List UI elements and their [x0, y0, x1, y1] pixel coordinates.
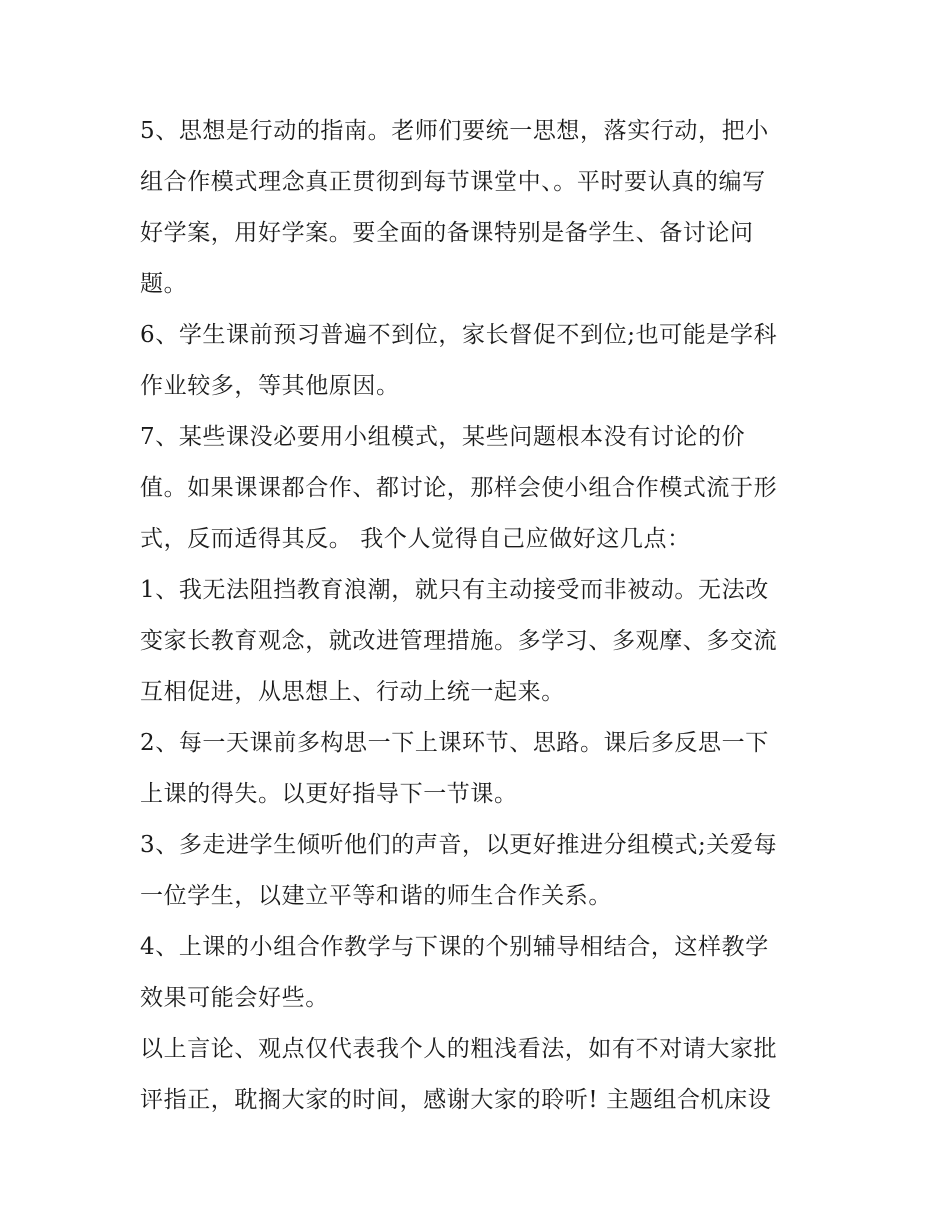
text-line: 一位学生，以建立平等和谐的师生合作关系。: [140, 883, 612, 909]
text-line: 题。: [140, 271, 188, 297]
text-line: 式，反而适得其反。 我个人觉得自己应做好这几点：: [140, 526, 691, 552]
text-line: 评指正，耽搁大家的时间，感谢大家的聆听! 主题组合机床设: [140, 1087, 772, 1113]
text-line: 组合作模式理念真正贯彻到每节课堂中、。平时要认真的编写: [140, 169, 766, 195]
text-line: 好学案，用好学案。要全面的备课特别是备学生、备讨论问: [140, 220, 754, 246]
text-line: 6、学生课前预习普遍不到位，家长督促不到位;也可能是学科: [140, 322, 778, 348]
text-line: 1、我无法阻挡教育浪潮，就只有主动接受而非被动。无法改: [140, 577, 769, 603]
document-body: [140, 106, 830, 1126]
text-line: 3、多走进学生倾听他们的声音，以更好推进分组模式;关爱每: [140, 832, 778, 858]
text-line: 效果可能会好些。: [140, 985, 329, 1011]
text-line: 上课的得失。以更好指导下一节课。: [140, 781, 518, 807]
text-line: 值。如果课课都合作、都讨论，那样会使小组合作模式流于形: [140, 475, 778, 501]
text-line: 4、上课的小组合作教学与下课的个别辅导相结合，这样教学: [140, 934, 769, 960]
text-line: 互相促进，从思想上、行动上统一起来。: [140, 679, 565, 705]
text-line: 作业较多，等其他原因。: [140, 373, 400, 399]
text-line: 变家长教育观念，就改进管理措施。多学习、多观摩、多交流: [140, 628, 778, 654]
text-line: 7、某些课没必要用小组模式，某些问题根本没有讨论的价: [140, 424, 746, 450]
text-line: 2、每一天课前多构思一下上课环节、思路。课后多反思一下: [140, 730, 769, 756]
text-line: 5、思想是行动的指南。老师们要统一思想，落实行动，把小: [140, 118, 769, 144]
text-line: 以上言论、观点仅代表我个人的粗浅看法，如有不对请大家批: [140, 1036, 778, 1062]
